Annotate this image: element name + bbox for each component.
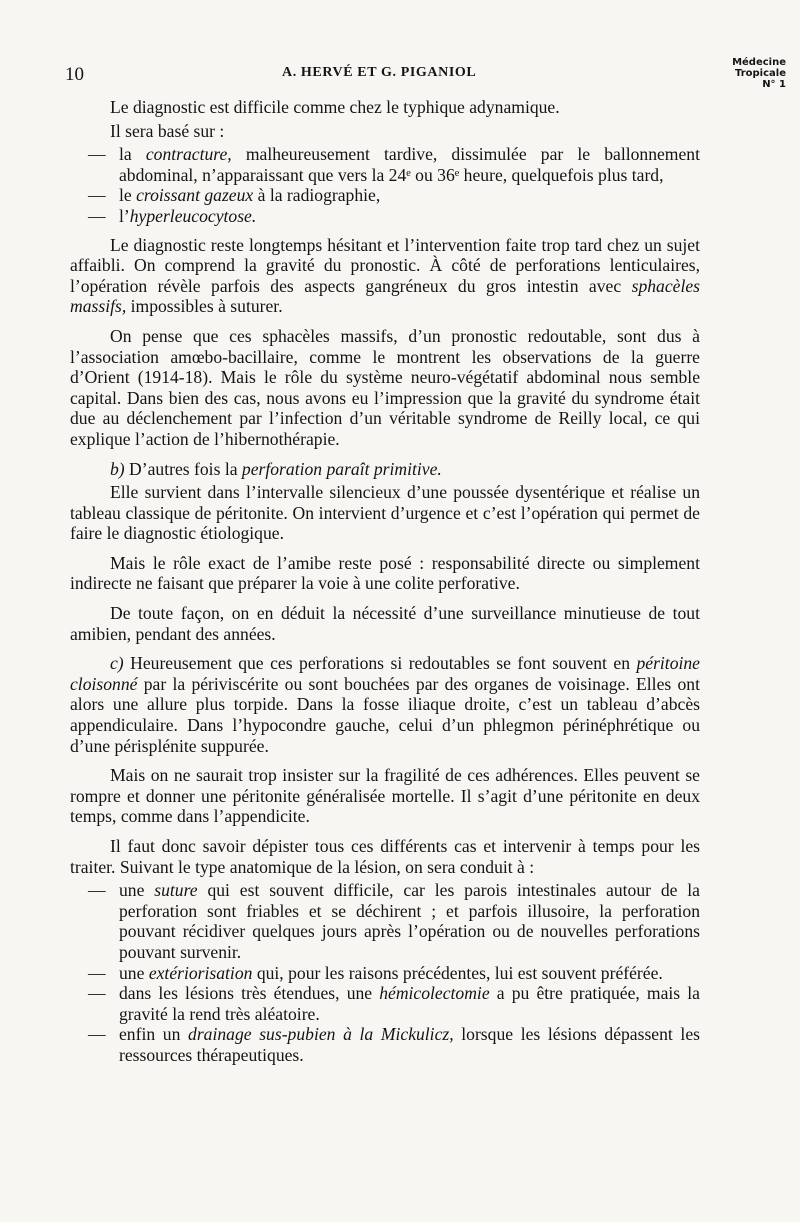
list-item-text: une [119, 880, 155, 901]
list-item-text: malheureusement tardive, dissimulée par le ballonnement abdominal, n’apparaissant que vers la 24ᵉ ou 36ᵉ heure, quelquefois plus tard, [119, 144, 700, 185]
paragraph [70, 459, 700, 480]
page-number: 10 [65, 64, 84, 85]
section-label: b) [110, 458, 125, 479]
journal-mark-line1: Médecine [732, 57, 786, 68]
paragraph [70, 235, 700, 317]
list-item [70, 963, 700, 984]
paragraph: Elle survient dans l’intervalle silencieux d’une poussée dysentérique et réalise un tableau classique de péritonite. On intervient d’urgence et c’est l’opération qui permet de faire le diagnostic étiologique. [70, 482, 700, 544]
list-item [70, 1024, 700, 1065]
paragraph: Mais le rôle exact de l’amibe reste posé : responsabilité directe ou simplement indirecte ne faisant que préparer la voie à une colite perforative. [70, 552, 700, 594]
list-item [70, 983, 700, 1024]
running-head-authors: A. HERVÉ ET G. PIGANIOL [282, 65, 477, 80]
list-item [70, 144, 700, 185]
paragraph: Le diagnostic est difficile comme chez le typhique adynamique. [110, 97, 560, 117]
paragraph: On pense que ces sphacèles massifs, d’un pronostic redoutable, sont dus à l’association amœbo-bacillaire, comme le montrent les observations de la guerre d’Orient (1914-18). Mais le rôle du système neuro-végétatif abdominal nous semble capital. Dans bien des cas, nous avons eu l’impression que la gravité du syndrome était due au déclenchement par l’infection d’un véritable syndrome de Reilly local, ce qui explique l’action de l’hibernothérapie. [70, 325, 700, 449]
list-item-emphasis: croissant gazeux [136, 185, 254, 206]
paragraph-text: par la périviscérite ou sont bouchées par des organes de voisinage. Elles ont alors une allure plus torpide. Dans la fosse iliaque droite, c’est un tableau d’abcès appendiculaire. Dans l’hypocondre gauche, celui d’un phlegmon périnéphrétique ou d’une périsplénite suppurée. [70, 673, 700, 756]
list-item-emphasis: hémicolectomie [379, 983, 490, 1004]
list-item-text: qui, pour les raisons précédentes, lui est souvent préférée. [252, 962, 663, 983]
list-item-text: a pu être pratiquée, mais la gravité la rend très aléatoire. [119, 983, 700, 1024]
paragraph-text: D’autres fois la [124, 458, 242, 479]
paragraph: De toute façon, on en déduit la nécessité d’une surveillance minutieuse de tout amibien, pendant des années. [70, 603, 700, 644]
list-item-text: enfin un [119, 1024, 189, 1045]
journal-mark [722, 57, 786, 90]
list-item [70, 206, 700, 227]
list-item-emphasis: hyperleucocytose. [129, 205, 257, 226]
list-item-text: l’ [119, 205, 130, 226]
paragraph-text: Le diagnostic reste longtemps hésitant et l’intervention faite trop tard chez un sujet affaibli. On comprend la gravité du pronostic. À côté de perforations lenticulaires, l’opération révèle parfois des aspects gangréneux du gros intestin avec [70, 234, 700, 296]
paragraph-text: impossibles à suturer. [126, 296, 283, 317]
list-item-emphasis: drainage sus-pubien à la Mickulicz, [188, 1024, 454, 1045]
paragraph-emphasis: perforation paraît primitive. [241, 458, 442, 479]
section-label: c) [110, 653, 124, 674]
paragraph-emphasis: péritoine cloisonné [70, 653, 700, 694]
journal-mark-line3: N° 1 [762, 79, 786, 90]
journal-mark-line2: Tropicale [735, 68, 786, 79]
list-item [70, 185, 700, 206]
paragraph-text: Heureusement que ces perforations si redoutables se font souvent en [123, 653, 637, 674]
list-item-text: le [119, 185, 137, 206]
paragraph-emphasis: sphacèles massifs, [70, 275, 700, 317]
paragraph: Il faut donc savoir dépister tous ces différents cas et intervenir à temps pour les traiter. Suivant le type anatomique de la lésion, on sera conduit à : [70, 836, 700, 877]
list-item-text: à la radiographie, [253, 185, 381, 206]
list-item-text: qui est souvent difficile, car les parois intestinales autour de la perforation sont friables et se déchirent ; et parfois illusoire, la perforation pouvant récidiver quelques jours après l’opération ou de nouvelles perforations pouvant survenir. [119, 880, 700, 962]
list-item [70, 880, 700, 962]
list-item-emphasis: contracture, [145, 144, 232, 165]
list-item-emphasis: extériorisation [148, 962, 253, 983]
list-item-text: une [119, 962, 149, 983]
list-item-emphasis: suture [154, 880, 198, 901]
paragraph: Mais on ne saurait trop insister sur la fragilité de ces adhérences. Elles peuvent se rompre et donner une péritonite généralisée mortelle. Il s’agit d’une péritonite en deux temps, comme dans l’appendicite. [70, 765, 700, 827]
body-text [70, 97, 700, 1066]
paragraph [70, 653, 700, 756]
list-item-text: dans les lésions très étendues, une [119, 983, 380, 1004]
treatment-list [70, 880, 700, 1065]
list-item-text: la [119, 144, 146, 165]
diagnosis-list [70, 144, 700, 226]
paragraph: Il sera basé sur : [110, 120, 225, 141]
list-item-text: lorsque les lésions dépassent les ressources thérapeutiques. [119, 1024, 700, 1065]
